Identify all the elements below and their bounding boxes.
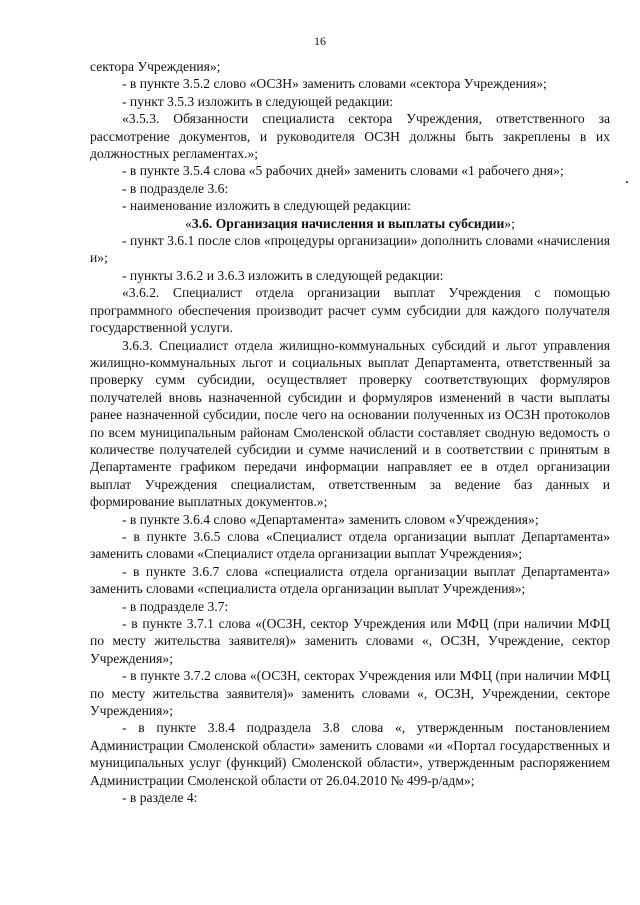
paragraph: 3.6.3. Специалист отдела жилищно-коммунальных субсидий и льгот управления жилищно-коммунальных льгот и социальных выплат Департамента, ответственный за проверку сумм субсидии, осуществляет проверку соответствующих формуляров получателей вновь назначенной субсидии и формуляров изменений в части выплаты ранее назначенной субсидии, после чего на основании полученных из ОСЗН протоколов по всем муниципальным районам Смоленской области составляет сводную ведомость о количестве получателей субсидии и сумме начислений и в соответствии с принятым в Департаменте графиком передачи информации направляет ее в отдел организации выплат Учреждения специалистам, ответственным за ведение баз данных и формирование выплатных документов.»;: [90, 337, 610, 510]
paragraph: - в разделе 4:: [122, 790, 198, 806]
paragraph: - в пункте 3.5.2 слово «ОСЗН» заменить словами «сектора Учреждения»;: [122, 76, 547, 92]
heading-open-quote: «: [185, 215, 192, 231]
scan-speck: [626, 181, 628, 183]
paragraph: - пункт 3.6.1 после слов «процедуры организации» дополнить словами «начисления и»;: [90, 233, 610, 266]
paragraph: - в подразделе 3.6:: [122, 180, 229, 196]
paragraph: - в пункте 3.5.4 слова «5 рабочих дней» заменить словами «1 рабочего дня»;: [122, 163, 564, 179]
document-body: [90, 58, 610, 806]
heading-close: »;: [504, 215, 515, 231]
paragraph: - в пункте 3.7.2 слова «(ОСЗН, секторах Учреждения или МФЦ (при наличии МФЦ по месту жительства заявителя)» заменить словами «, ОСЗН, Учреждении, секторе Учреждения»;: [90, 668, 610, 719]
paragraph: - пункт 3.5.3 изложить в следующей редакции:: [122, 93, 394, 109]
paragraph: - в пункте 3.6.5 слова «Специалист отдела организации выплат Департамента» заменить словами «Специалист отдела организации выплат Учреждения»;: [90, 528, 610, 562]
paragraph: «3.6.2. Специалист отдела организации выплат Учреждения с помощью программного обеспечения производит расчет сумм субсидии для каждого получателя государственной услуги.: [90, 285, 610, 336]
paragraph: - в пункте 3.6.4 слово «Департамента» заменить словом «Учреждения»;: [122, 511, 539, 527]
page-number: 16: [314, 34, 326, 48]
section-heading: [90, 215, 610, 232]
paragraph: - в подразделе 3.7:: [122, 598, 229, 614]
paragraph: - в пункте 3.6.7 слова «специалиста отдела организации выплат Департамента» заменить словами «специалиста отдела организации выплат Учреждения»;: [90, 563, 610, 597]
paragraph: - пункты 3.6.2 и 3.6.3 изложить в следующей редакции:: [122, 267, 444, 283]
paragraph: - в пункте 3.8.4 подраздела 3.8 слова «, утвержденным постановлением Администрации Смоленской области» заменить словами «и «Портал государственных и муниципальных услуг (функций) Смоленской области», утвержденным распоряжением Администрации Смоленской области от 26.04.2010 № 499-р/адм»;: [90, 720, 610, 788]
heading-title: 3.6. Организация начисления и выплаты субсидии: [191, 215, 505, 231]
paragraph: «3.5.3. Обязанности специалиста сектора Учреждения, ответственного за рассмотрение документов, и руководителя ОСЗН должны быть закреплены в их должностных регламентах.»;: [90, 111, 610, 162]
paragraph: - наименование изложить в следующей редакции:: [122, 198, 411, 214]
paragraph: - в пункте 3.7.1 слова «(ОСЗН, сектор Учреждения или МФЦ (при наличии МФЦ по месту жительства заявителя)» заменить словами «, ОСЗН, Учреждение, сектор Учреждения»;: [90, 616, 610, 666]
paragraph: сектора Учреждения»;: [90, 59, 221, 74]
